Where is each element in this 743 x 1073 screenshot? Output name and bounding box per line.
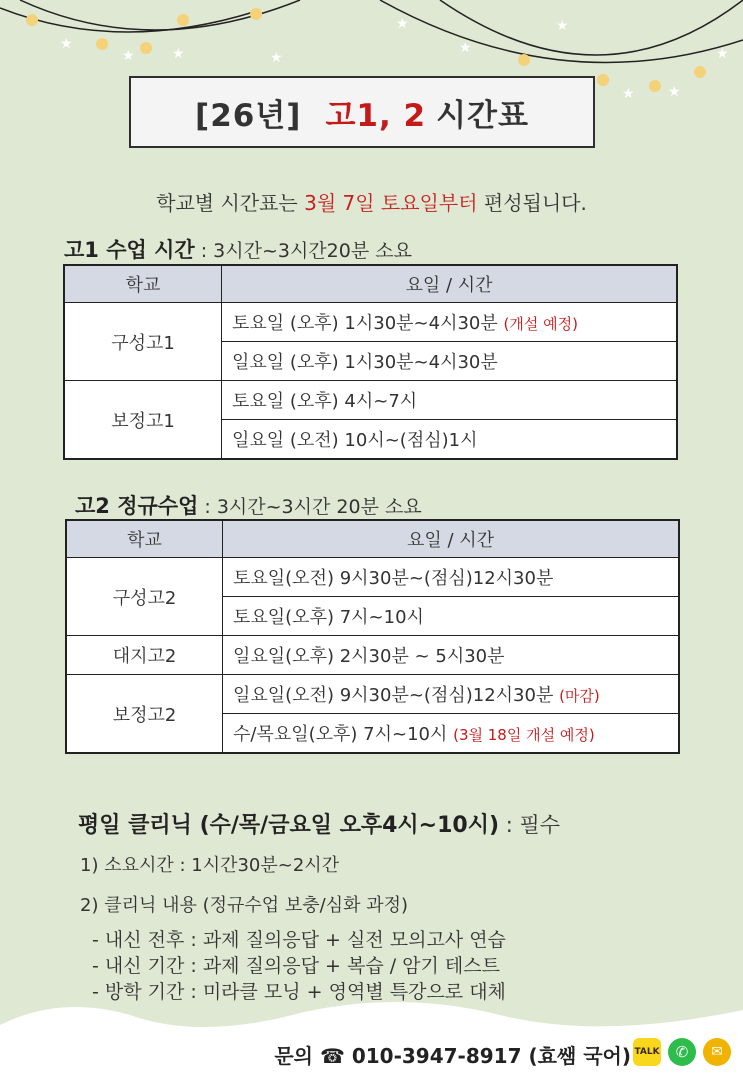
svg-text:★: ★ — [716, 46, 729, 62]
title-label: 시간표 — [436, 97, 529, 134]
school-cell: 구성고2 — [66, 558, 223, 636]
svg-text:★: ★ — [270, 50, 283, 66]
table-row — [66, 558, 679, 597]
school-cell: 보정고1 — [64, 381, 222, 460]
g1-section-heading: 고1 수업 시간 : 3시간~3시간20분 소요 — [64, 238, 412, 262]
time-cell: 토요일(오전) 9시30분~(점심)12시30분 — [223, 558, 680, 597]
clinic-heading: 평일 클리닉 (수/목/금요일 오후4시~10시) : 필수 — [78, 813, 561, 838]
table-row — [64, 303, 677, 342]
svg-text:★: ★ — [396, 16, 409, 32]
status-note: (개설 예정) — [503, 315, 578, 333]
intro-text: 학교별 시간표는 3월 7일 토요일부터 편성됩니다. — [156, 191, 587, 215]
clinic-sub-item: - 방학 기간 : 미라클 모닝 + 영역별 특강으로 대체 — [92, 981, 506, 1003]
page-title — [129, 76, 595, 148]
clinic-sub-item: - 내신 전후 : 과제 질의응답 + 실전 모의고사 연습 — [92, 929, 506, 951]
svg-text:★: ★ — [60, 36, 73, 52]
table-header-row — [66, 520, 679, 558]
time-cell: 일요일 (오전) 10시~(점심)1시 — [222, 420, 678, 460]
g2-section-heading: 고2 정규수업 : 3시간~3시간 20분 소요 — [75, 494, 422, 518]
col-header-school: 학교 — [66, 520, 223, 558]
svg-text:★: ★ — [122, 48, 135, 64]
time-cell: 일요일(오전) 9시30분~(점심)12시30분 (마감) — [223, 675, 680, 714]
svg-text:★: ★ — [622, 86, 635, 102]
school-cell: 대지고2 — [66, 636, 223, 675]
mail-icon[interactable]: ✉ — [703, 1038, 731, 1066]
school-cell: 구성고1 — [64, 303, 222, 381]
clinic-sub-item: - 내신 기간 : 과제 질의응답 + 복습 / 암기 테스트 — [92, 955, 500, 977]
clinic-item-duration: 1) 소요시간 : 1시간30분~2시간 — [80, 855, 340, 876]
time-cell: 토요일 (오후) 1시30분~4시30분 (개설 예정) — [222, 303, 678, 342]
kakaotalk-icon[interactable]: TALK — [633, 1038, 661, 1066]
time-cell: 수/목요일(오후) 7시~10시 (3월 18일 개설 예정) — [223, 714, 680, 754]
status-note: (마감) — [559, 687, 600, 705]
title-year: [26년] — [195, 97, 302, 134]
school-cell: 보정고2 — [66, 675, 223, 754]
col-header-time: 요일 / 시간 — [222, 265, 678, 303]
table-header-row — [64, 265, 677, 303]
col-header-time: 요일 / 시간 — [223, 520, 680, 558]
svg-text:★: ★ — [459, 40, 472, 56]
svg-text:★: ★ — [668, 84, 681, 100]
svg-text:★: ★ — [172, 46, 185, 62]
time-cell: 토요일 (오후) 4시~7시 — [222, 381, 678, 420]
clinic-item-content: 2) 클리닉 내용 (정규수업 보충/심화 과정) — [80, 895, 409, 916]
title-grade: 고1, 2 — [325, 97, 427, 134]
phone-icon[interactable]: ✆ — [668, 1038, 696, 1066]
svg-text:★: ★ — [556, 18, 569, 34]
table-row — [64, 381, 677, 420]
contact-icons — [633, 1038, 731, 1066]
table-row — [66, 675, 679, 714]
time-cell: 토요일(오후) 7시~10시 — [223, 597, 680, 636]
time-cell: 일요일(오후) 2시30분 ~ 5시30분 — [223, 636, 680, 675]
table-row — [66, 636, 679, 675]
g2-schedule-table — [65, 519, 680, 754]
contact-info: 문의 ☎ 010-3947-8917 (효쌤 국어) — [274, 1044, 631, 1068]
intro-highlight: 3월 7일 토요일부터 — [304, 191, 478, 215]
col-header-school: 학교 — [64, 265, 222, 303]
time-cell: 일요일 (오후) 1시30분~4시30분 — [222, 342, 678, 381]
status-note: (3월 18일 개설 예정) — [453, 726, 595, 744]
g1-schedule-table — [63, 264, 678, 460]
